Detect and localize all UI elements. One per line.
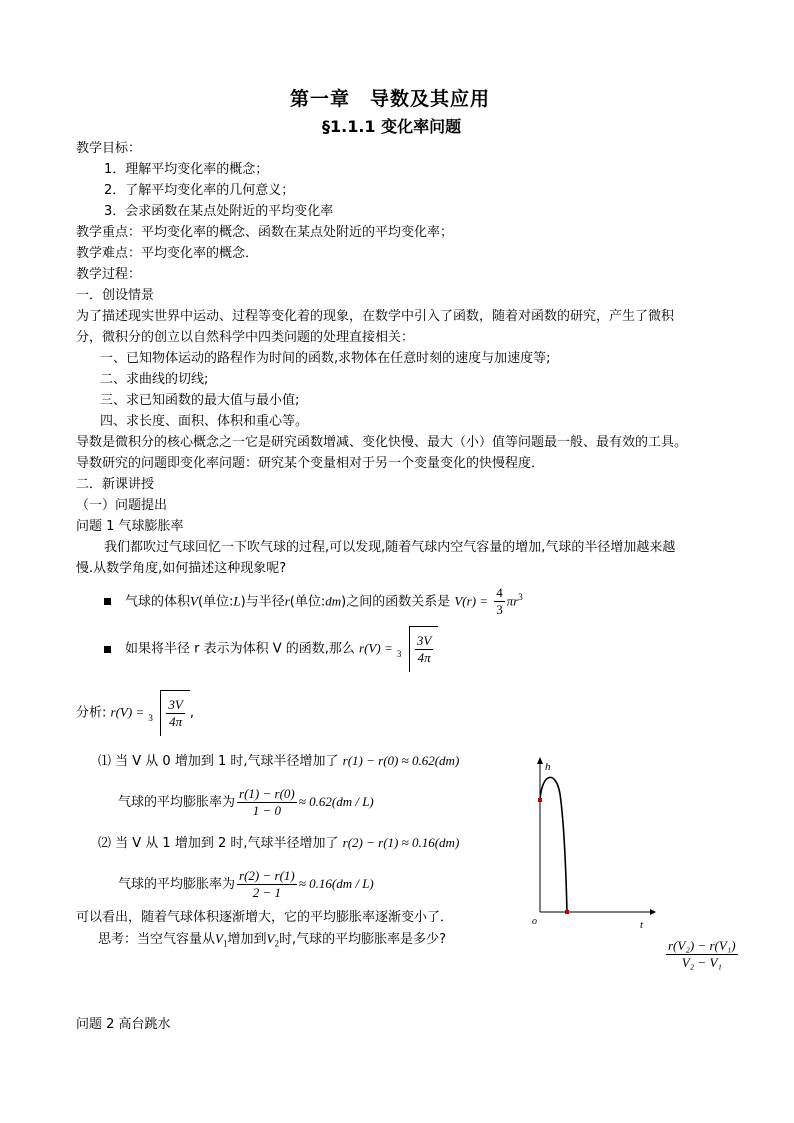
goal-item: 2．了解平均变化率的几何意义；: [104, 183, 295, 198]
cube-root: [397, 626, 438, 672]
item-2: [98, 834, 459, 853]
analysis-label: 分析:: [76, 705, 107, 721]
formula-lhs: V(r) =: [454, 593, 489, 609]
process-label: 教学过程：: [76, 267, 142, 282]
subscript: 2: [274, 938, 279, 949]
h-axis-label: h: [545, 761, 551, 773]
goal-item: 1．理解平均变化率的概念；: [104, 162, 269, 177]
text: 如果将半径 r 表示为体积 V 的函数,那么: [125, 641, 355, 657]
formula: ≈ 0.16(dm / L): [298, 876, 374, 891]
text: (单位:: [197, 594, 234, 610]
fraction: [666, 938, 738, 971]
unit-dm: dm: [325, 593, 342, 609]
h-axis-arrow-icon: [537, 757, 543, 764]
numerator: r(V₂) − r(V₁): [668, 938, 736, 953]
numerator: 3V: [168, 697, 183, 712]
think-question: [98, 930, 446, 953]
item-2-rate: [118, 864, 374, 905]
exponent: 3: [518, 592, 523, 602]
subscript: 1: [222, 938, 228, 949]
denominator: 4π: [169, 714, 183, 729]
t-axis-label: t: [640, 919, 644, 931]
problem-title: 问题 2 高台跳水: [76, 1017, 171, 1032]
unit-l: L: [233, 593, 241, 609]
var-v1: V: [215, 931, 223, 946]
analysis-formula: [76, 690, 194, 736]
start-point: [538, 798, 542, 802]
square-bullet-icon: [104, 598, 111, 605]
intro-line: 分，微积分的创立以自然科学中四类问题的处理直接相关：: [76, 330, 415, 345]
answer-fraction: [664, 938, 740, 971]
section-heading: 二．新课讲授: [76, 477, 155, 492]
section-title: §1.1.1 变化率问题: [322, 117, 462, 136]
formula: r(1) − r(0) ≈ 0.62(dm): [342, 753, 460, 768]
chapter-title: 第一章 导数及其应用: [290, 88, 491, 110]
problem-item: 四、求长度、面积、体积和重心等。: [100, 414, 309, 429]
text: 气球的平均膨胀率为: [118, 795, 236, 810]
subsection-heading: （一）问题提出: [76, 498, 168, 513]
balloon-line: 慢.从数学角度,如何描述这种现象呢?: [76, 561, 287, 576]
key-points: 教学重点：平均变化率的概念、函数在某点处附近的平均变化率；: [76, 225, 454, 240]
text: (单位:: [289, 594, 326, 610]
text: 增加到: [227, 932, 267, 947]
var-v: V: [190, 593, 198, 609]
fraction: [166, 697, 184, 730]
numerator: 3V: [416, 633, 432, 648]
formula: r(2) − r(1) ≈ 0.16(dm): [342, 835, 460, 850]
problem-item: 三、求已知函数的最大值与最小值;: [100, 393, 300, 408]
text: )与半径: [240, 594, 285, 610]
numerator: 4: [496, 585, 503, 601]
formula-lhs: r(V) =: [110, 704, 145, 720]
problem-item: 一、已知物体运动的路程作为时间的函数,求物体在任意时刻的速度与加速度等;: [100, 351, 551, 366]
root-index: 3: [396, 649, 402, 659]
text: ⑵ 当 V 从 1 增加到 2 时,气球半径增加了: [98, 836, 339, 851]
cube-root: [148, 690, 189, 736]
numerator: r(2) − r(1): [239, 868, 295, 883]
formula: ≈ 0.62(dm / L): [298, 794, 374, 809]
denominator: 4π: [417, 650, 431, 665]
text: )之间的函数关系是: [341, 594, 451, 610]
difficulty: 教学难点：平均变化率的概念．: [76, 246, 259, 261]
fraction: [237, 868, 297, 901]
height-time-graph: [520, 752, 660, 932]
var-r: r: [284, 593, 290, 609]
text: 气球的平均膨胀率为: [118, 877, 236, 892]
root-index: 3: [148, 713, 153, 723]
fraction: [237, 786, 297, 819]
formula-rhs: πr: [506, 593, 519, 609]
fraction: [494, 585, 505, 618]
bullet-radius-formula: [104, 626, 438, 672]
denominator: 1 − 0: [252, 803, 282, 818]
text: ⑴ 当 V 从 0 增加到 1 时,气球半径增加了: [98, 754, 339, 769]
trajectory-curve: [540, 777, 567, 912]
text: 思考：当空气容量从: [98, 932, 216, 947]
t-axis-arrow-icon: [650, 909, 656, 915]
denominator: V₂ − V₁: [681, 955, 722, 970]
intro-line: 为了描述现实世界中运动、过程等变化着的现象，在数学中引入了函数，随着对函数的研究，产生了微积: [76, 309, 675, 324]
problem-title: 问题 1 气球膨胀率: [76, 519, 184, 534]
section-heading: 一．创设情景: [76, 288, 155, 303]
goals-label: 教学目标：: [76, 141, 142, 156]
end-point: [565, 910, 569, 914]
numerator: r(1) − r(0): [239, 786, 295, 801]
bullet-volume-formula: [104, 580, 523, 619]
core-line: 导数是微积分的核心概念之一它是研究函数增减、变化快慢、最大（小）值等问题最一般、最有效的工具。: [76, 435, 688, 450]
item-1-rate: [118, 782, 374, 823]
text: ,: [189, 705, 194, 721]
square-bullet-icon: [104, 646, 111, 653]
balloon-line: 我们都吹过气球回忆一下吹气球的过程,可以发现,随着气球内空气容量的增加,气球的半径增加越来越: [104, 540, 676, 555]
fraction: [415, 633, 433, 666]
var-v2: V: [266, 931, 275, 946]
item-1: [98, 752, 459, 771]
text: 时,气球的平均膨胀率是多少?: [278, 932, 446, 947]
conclusion: 可以看出，随着气球体积逐渐增大，它的平均膨胀率逐渐变小了．: [76, 910, 454, 925]
text: 气球的体积: [125, 594, 191, 610]
problem-item: 二、求曲线的切线;: [100, 372, 209, 387]
origin-label: o: [532, 916, 537, 927]
study-line: 导数研究的问题即变化率问题：研究某个变量相对于另一个变量变化的快慢程度．: [76, 456, 545, 471]
denominator: 2 − 1: [252, 885, 282, 900]
goal-item: 3．会求函数在某点处附近的平均变化率: [104, 204, 334, 219]
denominator: 3: [496, 602, 503, 618]
formula-lhs: r(V) =: [359, 640, 393, 656]
